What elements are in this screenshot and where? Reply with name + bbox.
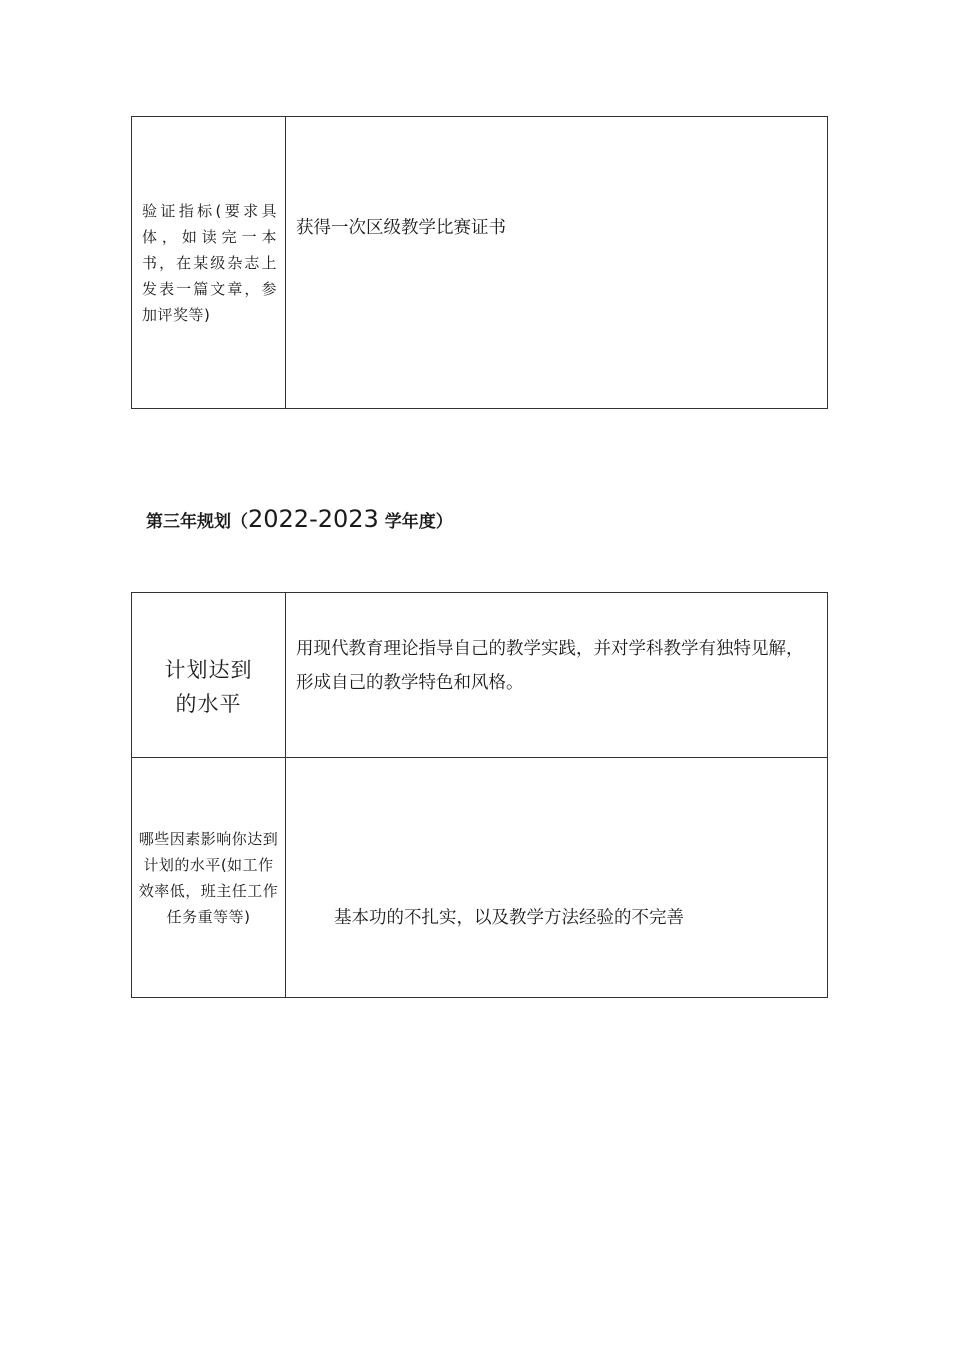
section-title-year: 2022-2023 bbox=[248, 505, 379, 533]
section-title bbox=[146, 504, 453, 537]
content-cell bbox=[286, 593, 828, 758]
content-cell bbox=[286, 758, 828, 998]
influencing-factors-content: 基本功的不扎实，以及教学方法经验的不完善 bbox=[334, 908, 684, 928]
plan-table bbox=[131, 592, 828, 998]
content-cell bbox=[286, 117, 828, 409]
section-title-suffix: 学年度） bbox=[378, 512, 453, 532]
verification-indicator-content: 获得一次区级教学比赛证书 bbox=[296, 218, 506, 238]
section-title-prefix: 第三年规划（ bbox=[146, 512, 248, 532]
planned-level-content: 用现代教育理论指导自己的教学实践，并对学科教学有独特见解，形成自己的教学特色和风格。 bbox=[296, 639, 804, 693]
verification-indicator-label: 验证指标(要求具体，如读完一本书，在某级杂志上发表一篇文章，参加评奖等) bbox=[142, 201, 277, 324]
verification-table bbox=[131, 116, 828, 409]
planned-level-label: 计划达到的水平 bbox=[164, 658, 253, 716]
table-row bbox=[132, 758, 828, 998]
table-row bbox=[132, 593, 828, 758]
influencing-factors-label: 哪些因素影响你达到计划的水平(如工作效率低，班主任工作任务重等等) bbox=[138, 829, 279, 926]
label-cell bbox=[132, 117, 286, 409]
label-cell bbox=[132, 758, 286, 998]
label-cell bbox=[132, 593, 286, 758]
table-row bbox=[132, 117, 828, 409]
